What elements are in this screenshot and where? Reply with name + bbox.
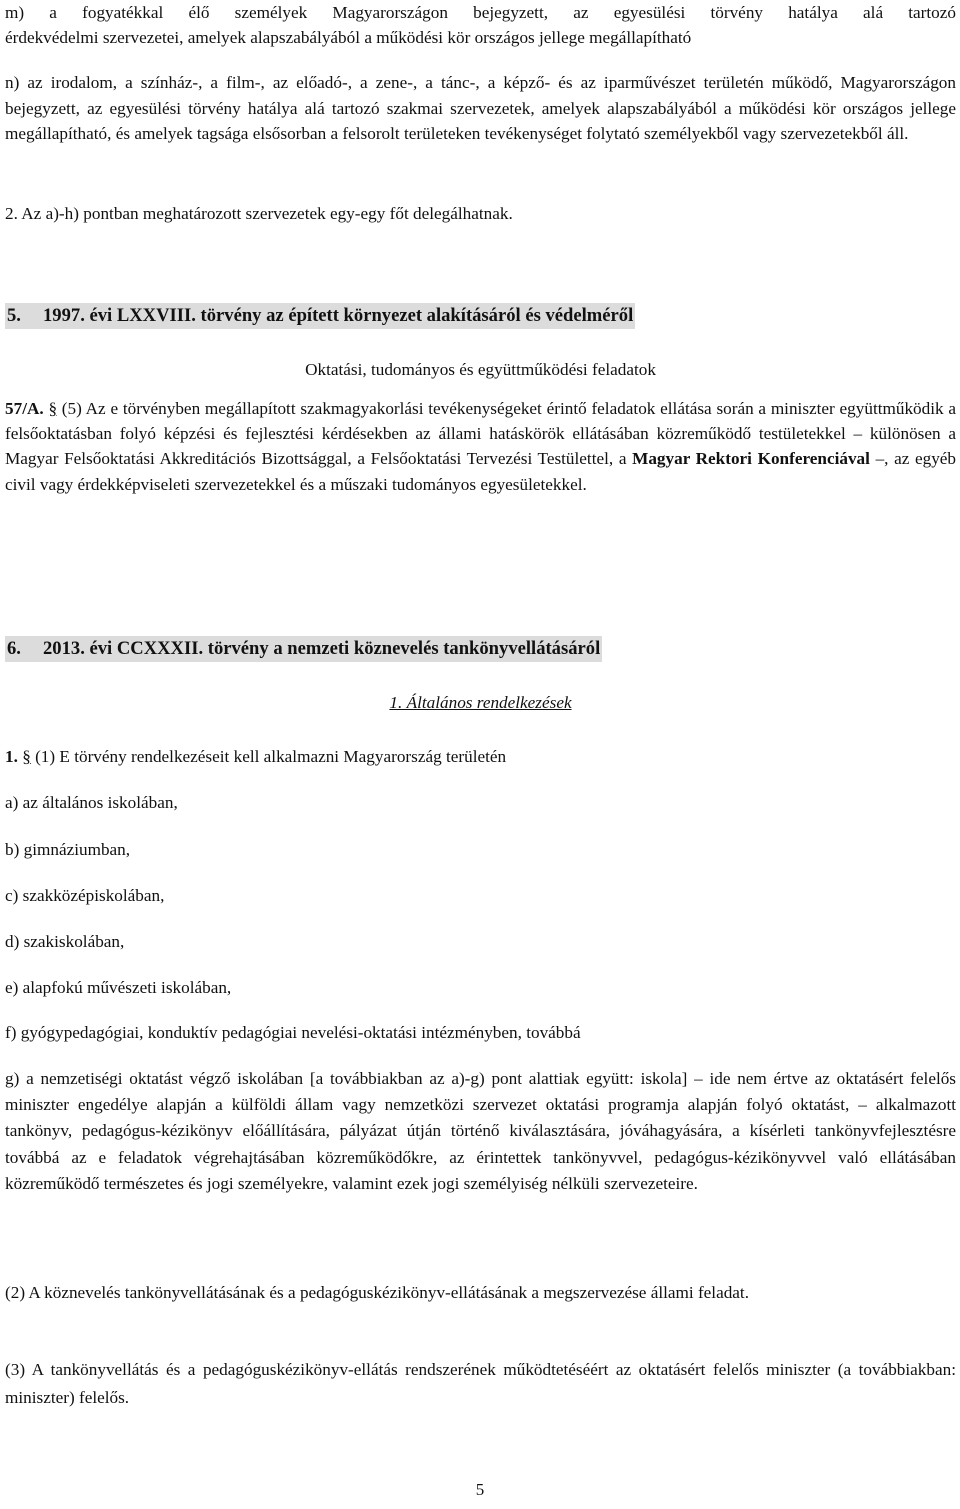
paragraph-2: 2. Az a)-h) pontban meghatározott szervezetek egy-egy főt delegálhatnak.	[5, 204, 513, 223]
list-item-g: g) a nemzetiségi oktatást végző iskolában [a továbbiakban az a)-g) pont alattiak együtt: iskola] – ide nem értve az oktatásért felelős miniszter engedélye alapján a külföldi állam vagy nemzetközi szervezet oktatási programja alapján folyó oktatást, – alkalmazott tankönyv, pedagógus-kézikönyv előállítására, pályázat útján történő kiválasztására, jóváhagyására, a kísérleti tankönyvfejlesztésre továbbá az e feladatok végrehajtásában közreműködőkre, az érintettek tankönyvvel, pedagógus-kézikönyvvel való ellátásában közreműködő természetes és jogi személyekre, valamint ezek jogi személyiség nélküli szervezeteire.	[5, 1069, 956, 1193]
paragraph-1	[5, 744, 956, 770]
section-sign: §	[48, 399, 58, 418]
paragraph-57a-label: 57/A.	[5, 399, 44, 418]
section-5-number: 5.	[7, 305, 21, 326]
list-item: e) alapfokú művészeti iskolában,	[5, 978, 232, 997]
section-6-heading	[5, 636, 602, 662]
paragraph-57a-text-a: (5) Az e törvényben megállapított szakmagyakorlási tevékenységeket érintő feladatok ellátása során a miniszter együttműködik a felsőoktatásban folyó képzési és fejlesztési kérdésekben az állami hatáskörök ellátásában közreműködő testületekkel – különösen a Magyar Felsőoktatási Akkreditációs Bizottsággal, a Felsőoktatási Tervezési Testülettel, a	[5, 399, 956, 469]
list-item: f) gyógypedagógiai, konduktív pedagógiai nevelési-oktatási intézményben, továbbá	[5, 1023, 581, 1042]
paragraph-m-line1: m) a fogyatékkal élő személyek Magyarországon bejegyzett, az egyesülési törvény hatálya alá tartozó	[5, 3, 956, 22]
paragraph-57a-text-b: –, az egyéb civil vagy érdekképviseleti szervezetekkel és a műszaki tudományos egyesületekkel.	[5, 449, 957, 494]
list-item: d) szakiskolában,	[5, 932, 125, 951]
paragraph-n: n) az irodalom, a színház-, a film-, az előadó-, a zene-, a tánc-, a képző- és az iparművészet területén működő, Magyarországon bejegyzett, az egyesülési törvény hatálya alá tartozó szakmai szervezetek, amelyek alapszabályából a működési kör országos jellege megállapítható, és amelyek tagsága elsősorban a felsorolt területeken tevékenységet folytató személyekből vagy szervezetekből áll.	[5, 73, 956, 144]
list-item: a) az általános iskolában,	[5, 793, 178, 812]
paragraph-1-text: (1) E törvény rendelkezéseit kell alkalmazni Magyarország területén	[35, 747, 507, 766]
paragraph-m-line2: érdekvédelmi szervezetei, amelyek alapszabályából a működési kör országos jellege megállapítható	[5, 28, 692, 47]
section-5-title: 1997. évi LXXVIII. törvény az épített környezet alakításáról és védelméről	[43, 305, 634, 326]
section-6-title: 2013. évi CCXXXII. törvény a nemzeti köznevelés tankönyvellátásáról	[43, 638, 601, 659]
paragraph-57a	[5, 396, 956, 497]
paragraph-1-label: 1.	[5, 747, 18, 766]
section-6-subtitle-text: 1. Általános rendelkezések	[389, 693, 572, 712]
list-item: c) szakközépiskolában,	[5, 886, 165, 905]
section-6-number: 6.	[7, 638, 21, 659]
section-5-subtitle: Oktatási, tudományos és együttműködési feladatok	[305, 360, 656, 379]
section-6-subtitle	[5, 690, 956, 716]
paragraph-1-2: (2) A köznevelés tankönyvellátásának és a pedagóguskézikönyv-ellátásának a megszervezése állami feladat.	[5, 1283, 749, 1302]
section-5-heading	[5, 303, 635, 329]
list-item: b) gimnáziumban,	[5, 840, 131, 859]
page-number: 5	[475, 1480, 485, 1499]
paragraph-57a-emphasis: Magyar Rektori Konferenciával	[632, 449, 870, 469]
section-sign: §	[22, 747, 31, 766]
paragraph-1-3: (3) A tankönyvellátás és a pedagóguskézikönyv-ellátás rendszerének működtetéséért az oktatásért felelős miniszter (a továbbiakban: miniszter) felelős.	[5, 1360, 956, 1407]
